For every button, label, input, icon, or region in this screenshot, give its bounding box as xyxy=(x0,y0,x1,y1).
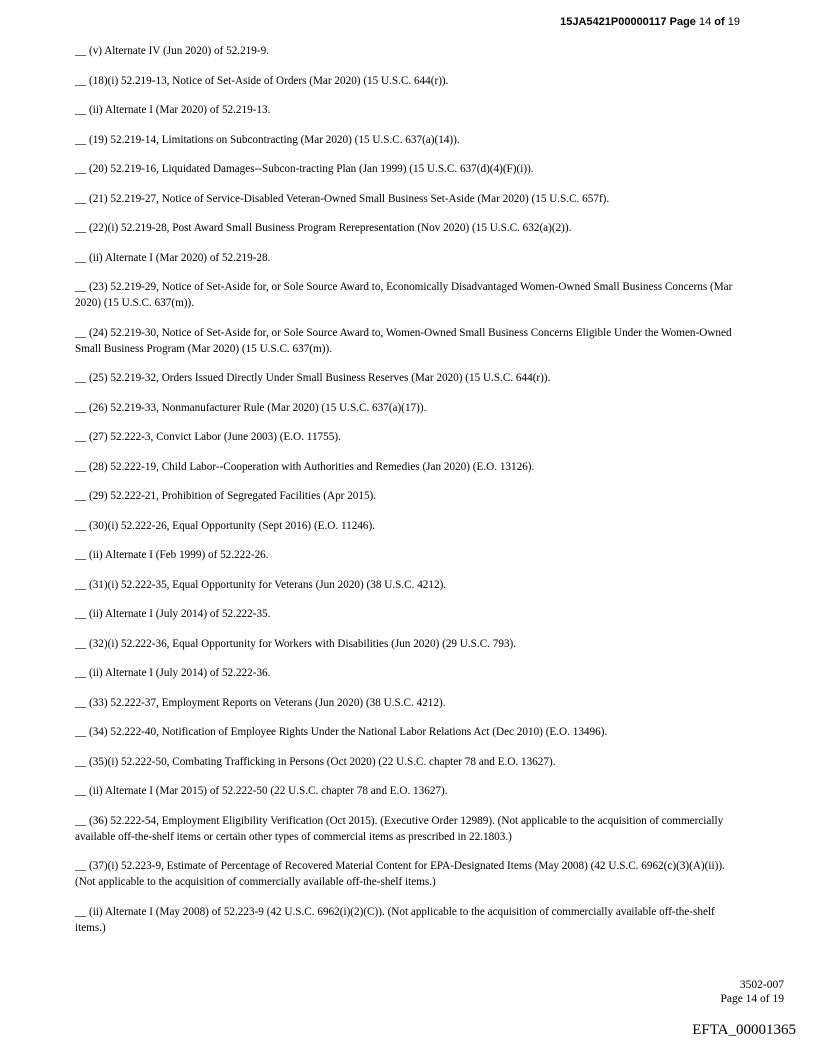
bates-number: EFTA_00001365 xyxy=(692,1022,796,1038)
clause-item: __ (31)(i) 52.222-35, Equal Opportunity for Veterans (Jun 2020) (38 U.S.C. 4212). xyxy=(75,578,447,591)
clause-item: __ (37)(i) 52.223-9, Estimate of Percentage of Recovered Material Content for EPA-Designated Items (May 2008) (42 U.S.C. 6962(c)(3)(A)(ii)). (Not applicable to the acquisition of commercially available off-the-shelf items.) xyxy=(75,860,725,888)
clause-item: __ (24) 52.219-30, Notice of Set-Aside for, or Sole Source Award to, Women-Owned Small Business Concerns Eligible Under the Women-Owned Small Business Program (Mar 2020) (15 U.S.C. 637(m)). xyxy=(75,326,732,355)
form-number: 3502-007 xyxy=(739,979,784,991)
clause-item: __ (27) 52.222-3, Convict Labor (June 2003) (E.O. 11755). xyxy=(75,431,341,443)
clause-item: __ (ii) Alternate I (July 2014) of 52.222-36. xyxy=(75,667,271,679)
clause-item: __ (ii) Alternate I (Feb 1999) of 52.222-26. xyxy=(75,549,269,561)
clause-item: __ (32)(i) 52.222-36, Equal Opportunity for Workers with Disabilities (Jun 2020) (29 U.S.C. 793). xyxy=(75,637,517,650)
clause-item: __ (26) 52.219-33, Nonmanufacturer Rule (Mar 2020) (15 U.S.C. 637(a)(17)). xyxy=(75,401,427,414)
clause-item: __ (19) 52.219-14, Limitations on Subcontracting (Mar 2020) (15 U.S.C. 637(a)(14)). xyxy=(75,133,460,146)
clause-item: __ (ii) Alternate I (Mar 2020) of 52.219-28. xyxy=(75,251,271,264)
clause-item: __ (ii) Alternate I (May 2008) of 52.223-9 (42 U.S.C. 6962(i)(2)(C)). (Not applicable to the acquisition of commercially available off-the-shelf items.) xyxy=(75,905,715,934)
clause-item: __ (v) Alternate IV (Jun 2020) of 52.219-9. xyxy=(75,45,269,57)
clause-item: __ (20) 52.219-16, Liquidated Damages--Subcon-tracting Plan (Jan 1999) (15 U.S.C. 637(d)(4)(F)(i)). xyxy=(75,163,534,175)
page-word: Page xyxy=(669,16,696,28)
clause-item: __ (18)(i) 52.219-13, Notice of Set-Aside of Orders (Mar 2020) (15 U.S.C. 644(r)). xyxy=(75,74,449,87)
clause-item: __ (29) 52.222-21, Prohibition of Segregated Facilities (Apr 2015). xyxy=(75,490,377,502)
clause-item: __ (35)(i) 52.222-50, Combating Trafficking in Persons (Oct 2020) (22 U.S.C. chapter 78 and E.O. 13627). xyxy=(75,755,556,768)
page-footer xyxy=(720,978,784,1006)
clause-item: __ (25) 52.219-32, Orders Issued Directly Under Small Business Reserves (Mar 2020) (15 U.S.C. 644(r)). xyxy=(75,372,551,384)
clause-item: __ (23) 52.219-29, Notice of Set-Aside for, or Sole Source Award to, Economically Disadvantaged Women-Owned Small Business Concerns (Mar 2020) (15 U.S.C. 637(m)). xyxy=(75,281,733,309)
clause-item: __ (21) 52.219-27, Notice of Service-Disabled Veteran-Owned Small Business Set-Aside (Mar 2020) (15 U.S.C. 657f). xyxy=(75,192,610,205)
clause-item: __ (30)(i) 52.222-26, Equal Opportunity (Sept 2016) (E.O. 11246). xyxy=(75,519,376,532)
page-number: 14 xyxy=(698,16,712,28)
footer-page-label: Page 14 of 19 xyxy=(720,993,784,1005)
page-header xyxy=(560,16,740,28)
clause-item: __ (ii) Alternate I (Mar 2020) of 52.219-13. xyxy=(75,104,271,116)
document-id: 15JA5421P00000117 xyxy=(560,16,667,28)
clause-item: __ (34) 52.222-40, Notification of Employee Rights Under the National Labor Relations Act (Dec 2010) (E.O. 13496). xyxy=(75,726,608,738)
of-word: of xyxy=(714,16,725,28)
page-total: 19 xyxy=(727,16,740,28)
clause-item: __ (28) 52.222-19, Child Labor--Cooperation with Authorities and Remedies (Jan 2020) (E.O. 13126). xyxy=(75,460,535,473)
clause-item: __ (36) 52.222-54, Employment Eligibility Verification (Oct 2015). (Executive Order 12989). (Not applicable to the acquisition of commercially available off-the-shelf items or certain other types of commercial items as prescribed in 22.1803.) xyxy=(75,814,724,843)
clause-item: __ (22)(i) 52.219-28, Post Award Small Business Program Rerepresentation (Nov 2020) (15 U.S.C. 632(a)(2)). xyxy=(75,222,572,234)
clause-item: __ (33) 52.222-37, Employment Reports on Veterans (Jun 2020) (38 U.S.C. 4212). xyxy=(75,696,446,709)
clause-item: __ (ii) Alternate I (July 2014) of 52.222-35. xyxy=(75,608,271,620)
clause-list xyxy=(75,43,741,949)
clause-item: __ (ii) Alternate I (Mar 2015) of 52.222-50 (22 U.S.C. chapter 78 and E.O. 13627). xyxy=(75,785,448,797)
